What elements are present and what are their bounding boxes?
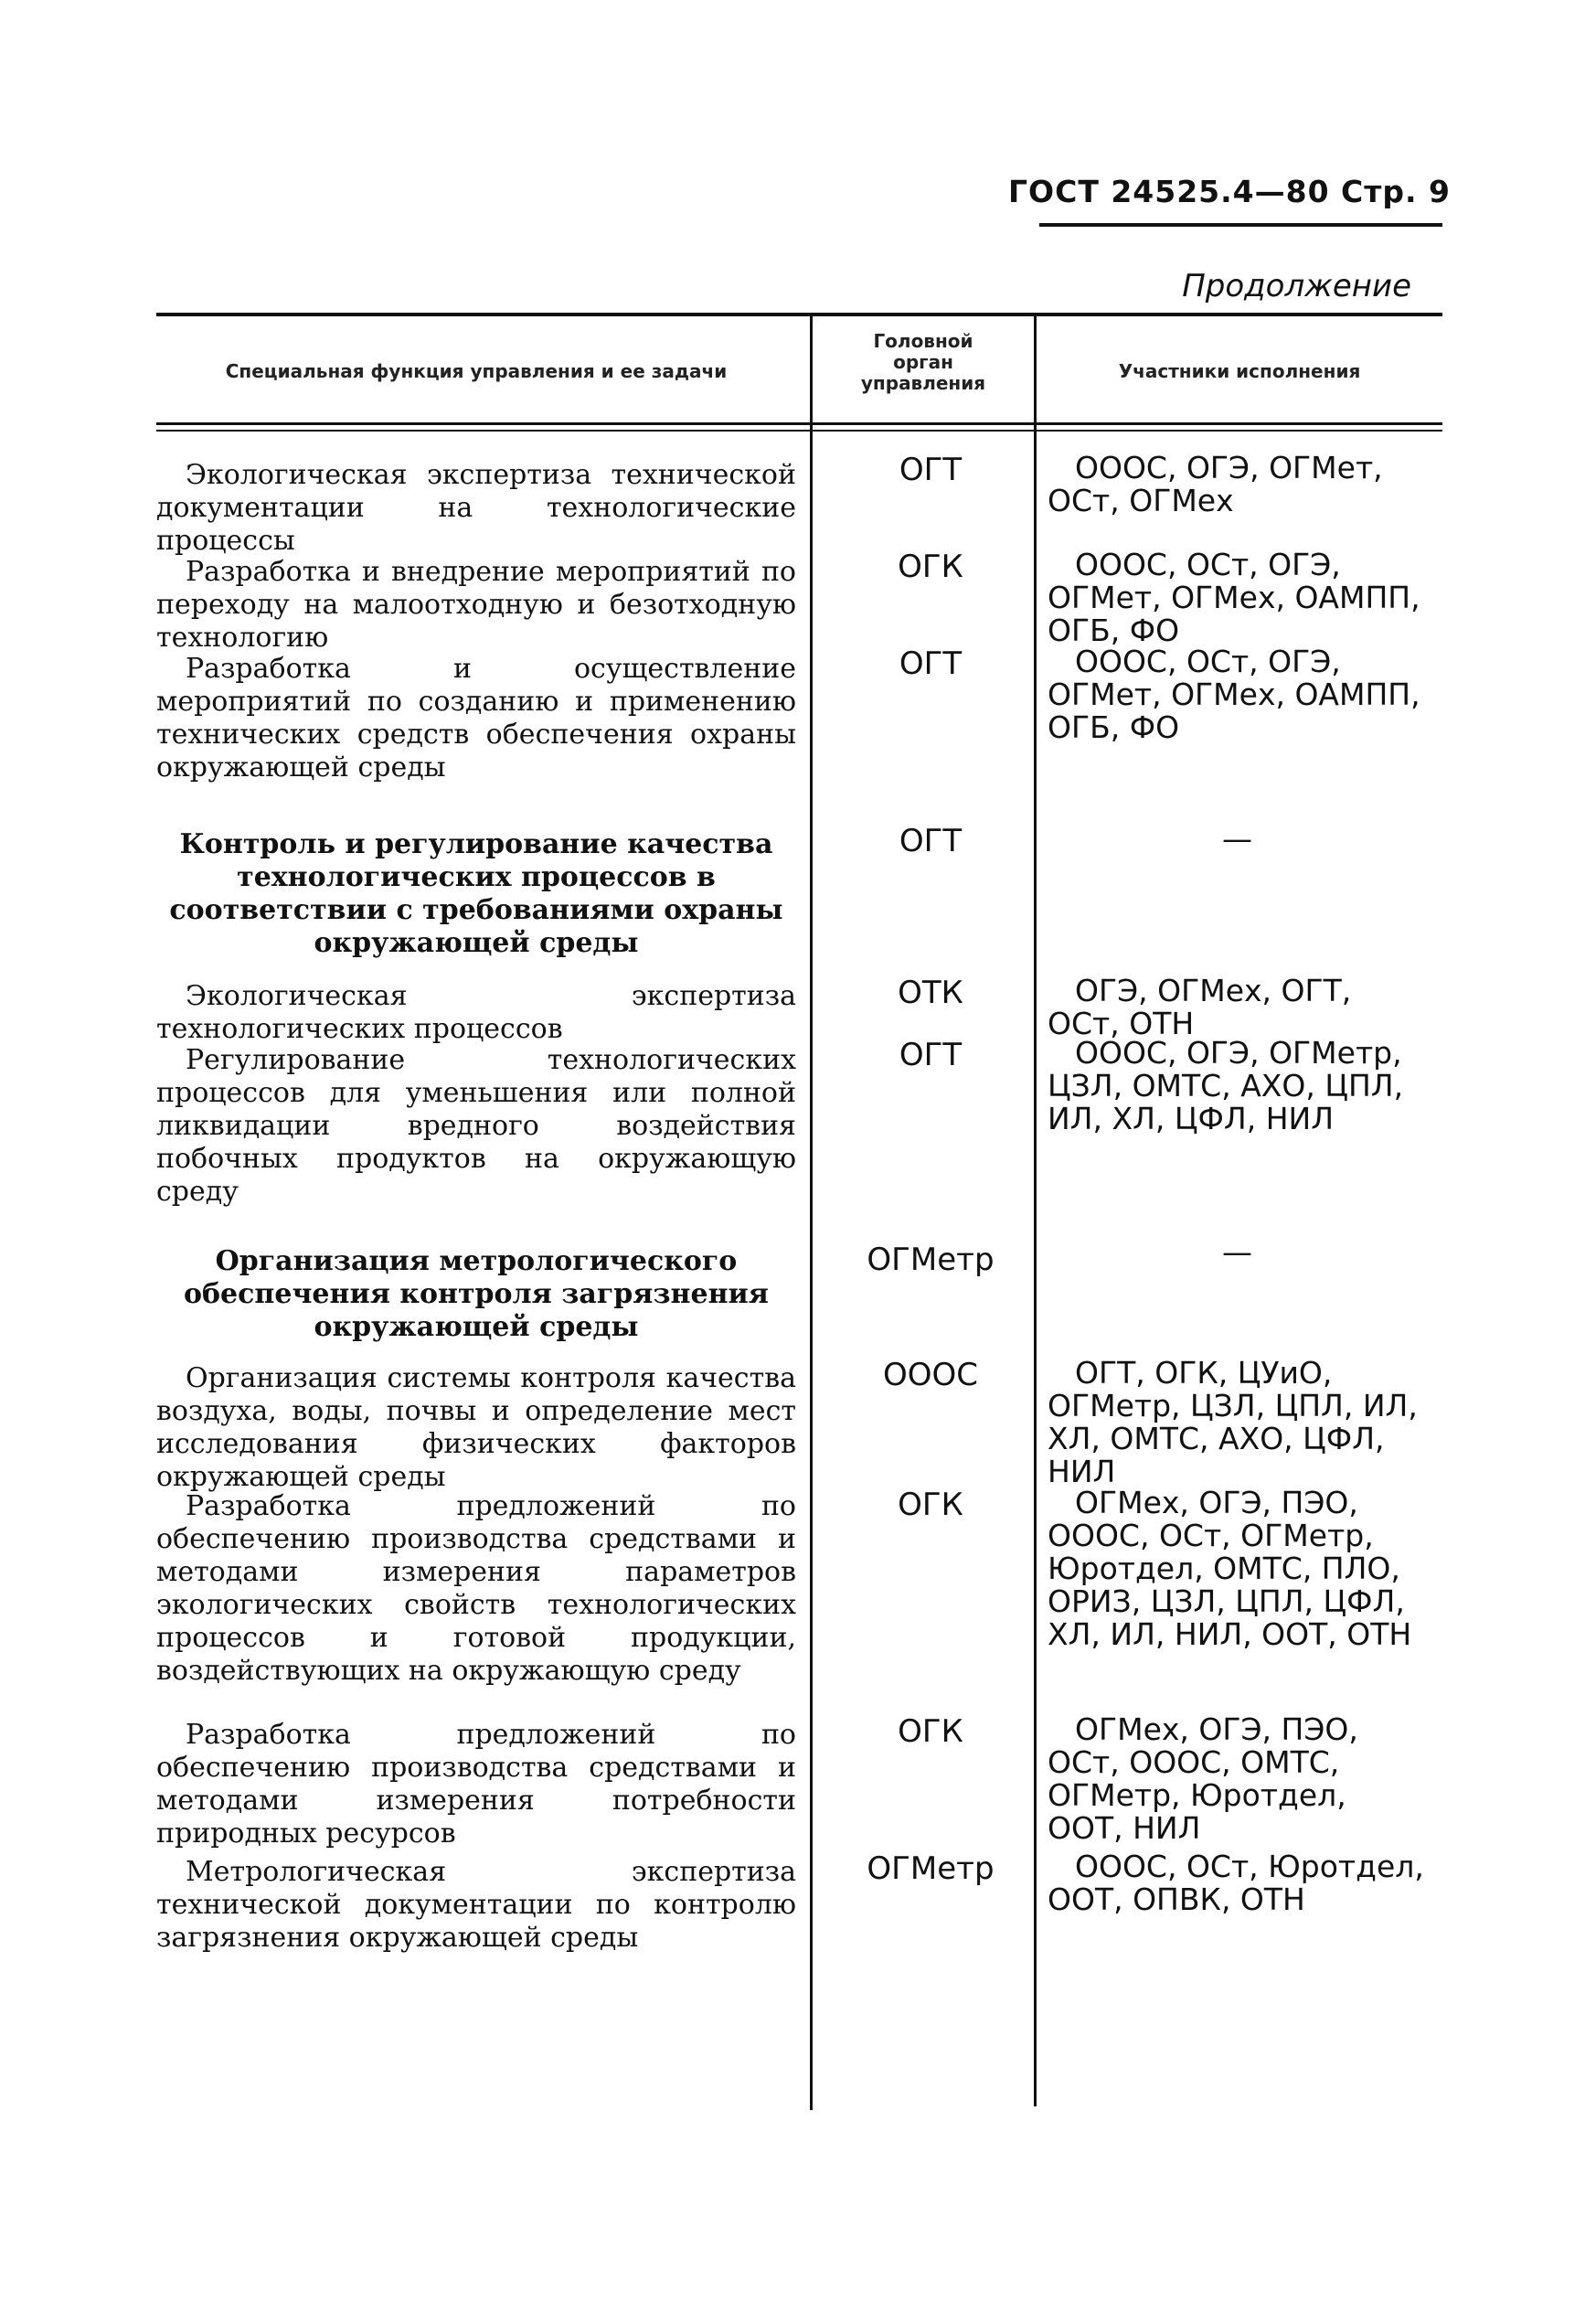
table-row-participants: ОГТ, ОГК, ЦУиО, ОГМетр, ЦЗЛ, ЦПЛ, ИЛ, ХЛ, ОМТС, АХО, ЦФЛ, НИЛ — [1048, 1355, 1418, 1489]
table-section-heading: Контроль и регулирование качества технологических процессов в соответствии с требованиями охраны окружающей среды — [169, 828, 783, 959]
table-row-function: Разработка предложений по обеспечению производства средствами и методами измерения параметров экологических свойств технологических процессов и готовой продукции, воздействующих на окружающую среду — [156, 1490, 796, 1687]
table-row-organ: ОГК — [898, 1713, 963, 1750]
table-row-organ: ОГТ — [899, 645, 963, 682]
table-row-organ: ОГТ — [899, 823, 963, 859]
table-row-organ: ОГТ — [899, 1037, 963, 1073]
table-row-function: Разработка и осуществление мероприятий по созданию и применению технических средств обеспечения охраны окружающей среды — [156, 653, 796, 784]
continuation-label: Продолжение — [1182, 268, 1411, 304]
table-row-participants: ОГМех, ОГЭ, ПЭО, ОСт, ОООС, ОМТС, ОГМетр, Юротдел, ООТ, НИЛ — [1048, 1711, 1358, 1846]
table-row-organ: ОГК — [898, 1487, 963, 1523]
table-row-function: Экологическая экспертиза технологических процессов — [156, 980, 796, 1045]
table-row-organ: ОООС — [882, 1357, 979, 1393]
table-row-participants: ОГЭ, ОГМех, ОГТ, ОСт, ОТН — [1048, 973, 1352, 1041]
column-divider-1 — [810, 314, 813, 2110]
table-header-rule — [156, 422, 1442, 425]
table-section-heading: Организация метрологического обеспечения контроля загрязнения окружающей среды — [184, 1245, 769, 1343]
table-row-function: Организация системы контроля качества воздуха, воды, почвы и определение мест исследования физических факторов окружающей среды — [156, 1362, 796, 1493]
table-row-participants: ОООС, ОСт, ОГЭ, ОГМет, ОГМех, ОАМПП, ОГБ, ФО — [1048, 547, 1420, 648]
table-header-rule-2 — [156, 430, 1442, 432]
table-row-function: Метрологическая экспертиза технической документации по контролю загрязнения окружающей среды — [156, 1856, 796, 1954]
table-row-function: Разработка предложений по обеспечению производства средствами и методами измерения потребности природных ресурсов — [156, 1719, 796, 1850]
table-row-participants: — — [1222, 821, 1252, 857]
table-row-organ: ОГМетр — [867, 1242, 995, 1278]
column-header-function: Специальная функция управления и ее задачи — [225, 360, 728, 382]
page-header: ГОСТ 24525.4—80 Стр. 9 — [1008, 174, 1451, 209]
column-header-participants: Участники исполнения — [1118, 360, 1361, 382]
table-row-participants: ОООС, ОСт, ОГЭ, ОГМет, ОГМех, ОАМПП, ОГБ, ФО — [1048, 644, 1420, 745]
table-row-function: Экологическая экспертиза технической документации на технологические процессы — [156, 459, 796, 557]
column-header-head-organ-line: орган — [893, 351, 953, 373]
table-row-function: Регулирование технологических процессов для уменьшения или полной ликвидации вредного воздействия побочных продуктов на окружающую среду — [156, 1044, 796, 1208]
header-underline — [1039, 223, 1442, 227]
table-row-organ: ОТК — [898, 975, 963, 1011]
column-header-head-organ — [813, 331, 1034, 394]
table-row-participants: ОООС, ОГЭ, ОГМетр, ЦЗЛ, ОМТС, АХО, ЦПЛ, ИЛ, ХЛ, ЦФЛ, НИЛ — [1048, 1035, 1404, 1136]
table-row-organ: ОГК — [898, 549, 963, 585]
table-row-participants: ОООС, ОСт, Юротдел, ООТ, ОПВК, ОТН — [1048, 1849, 1424, 1917]
table-row-participants: — — [1222, 1234, 1252, 1270]
table-top-rule — [156, 313, 1442, 316]
table-row-function: Разработка и внедрение мероприятий по переходу на малоотходную и безотходную технологию — [156, 556, 796, 654]
table-row-participants: ОООС, ОГЭ, ОГМет, ОСт, ОГМех — [1048, 450, 1383, 518]
table-row-participants: ОГМех, ОГЭ, ПЭО, ОООС, ОСт, ОГМетр, Юротдел, ОМТС, ПЛО, ОРИЗ, ЦЗЛ, ЦПЛ, ЦФЛ, ХЛ, ИЛ, НИЛ, ООТ, ОТН — [1048, 1485, 1412, 1652]
column-header-head-organ-line: Головной — [873, 330, 973, 352]
column-header-head-organ-line: управления — [860, 372, 986, 394]
table-row-organ: ОГТ — [899, 452, 963, 488]
table-row-organ: ОГМетр — [867, 1850, 995, 1887]
